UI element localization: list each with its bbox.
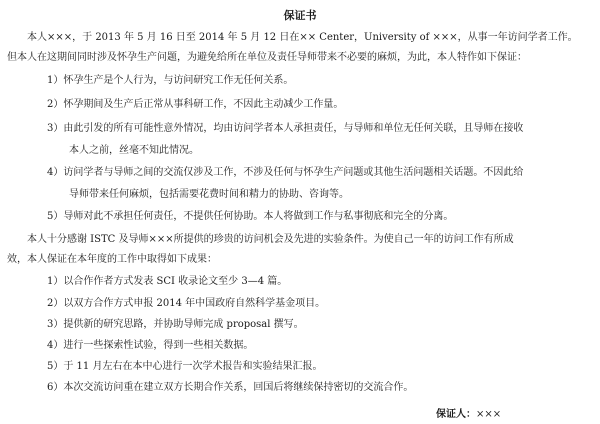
signature-block — [436, 405, 501, 420]
signature-name: ××× — [476, 409, 502, 420]
guarantee-item-3-continuation: 本人之前，丝毫不知此情况。 — [69, 145, 199, 156]
achievement-item-5: 5）于 11 月左右在本中心进行一次学术报告和实验结果汇报。 — [47, 361, 323, 372]
intro-line-1: 本人×××，于 2013 年 5 月 16 日至 2014 年 5 月 12 日在×× Center，University of ×××，从事一年访问学者工作。 — [27, 32, 578, 43]
intro-line-2: 但本人在这期间同时涉及怀孕生产问题，为避免给所在单位及责任导师带来不必要的麻烦，为此，本人特作如下保证： — [7, 52, 527, 63]
achievement-item-2: 2）以双方合作方式申报 2014 年中国政府自然科学基金项目。 — [47, 298, 326, 309]
guarantee-item-4-continuation: 导师带来任何麻烦，包括需要花费时间和精力的协助、咨询等。 — [69, 189, 349, 200]
guarantee-item-1: 1）怀孕生产是个人行为，与访问研究工作无任何关系。 — [47, 75, 294, 86]
achievement-item-3: 3）提供新的研究思路，并协助导师完成 proposal 撰写。 — [47, 319, 304, 330]
guarantee-item-5: 5）导师对此不承担任何责任，不提供任何协助。本人将做到工作与私事彻底和完全的分离。 — [47, 211, 454, 222]
achievement-item-4: 4）进行一些探索性试验，得到一些相关数据。 — [47, 340, 254, 351]
thanks-line-1: 本人十分感谢 ISTC 及导师×××所提供的珍贵的访问机会及先进的实验条件。为使自己一年的访问工作有所成 — [27, 234, 514, 245]
achievement-item-6: 6）本次交流访问重在建立双方长期合作关系，回国后将继续保持密切的交流合作。 — [47, 382, 414, 393]
guarantee-item-4: 4）访问学者与导师之间的交流仅涉及工作，不涉及任何与怀孕生产问题或其他生活问题相关话题。不因此给 — [47, 167, 524, 178]
thanks-line-2: 效，本人保证在本年度的工作中取得如下成果： — [7, 254, 217, 265]
achievement-item-1: 1）以合作作者方式发表 SCI 收录论文至少 3—4 篇。 — [47, 276, 288, 287]
guarantee-item-3: 3）由此引发的所有可能性意外情况，均由访问学者本人承担责任，与导师和单位无任何关联，且导师在接收 — [47, 123, 524, 134]
document-title: 保证书 — [283, 9, 317, 22]
signature-label: 保证人： — [436, 409, 476, 420]
guarantee-item-2: 2）怀孕期间及生产后正常从事科研工作，不因此主动减少工作量。 — [47, 99, 344, 110]
